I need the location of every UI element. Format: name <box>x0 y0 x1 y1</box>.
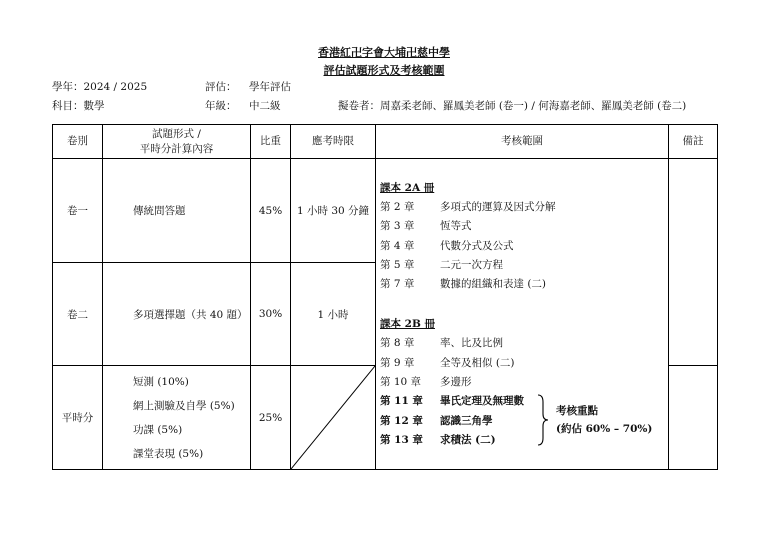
diagonal-line <box>291 366 375 469</box>
chapter-name: 全等及相似 (二) <box>440 356 515 369</box>
paper-1-label: 卷一 <box>53 159 103 263</box>
remarks-cell <box>669 159 718 366</box>
coursework-item: 課堂表現 (5%) <box>133 447 204 460</box>
header-weight: 比重 <box>251 125 291 159</box>
header-format-line1: 試題形式 / <box>152 127 201 140</box>
chapter-name: 畢氏定理及無理數 <box>440 395 524 408</box>
header-format <box>103 125 251 159</box>
school-name: 香港紅卍字會大埔卍慈中學 <box>318 46 450 59</box>
paper-2-weight: 30% <box>251 263 291 366</box>
chapter-row <box>380 217 670 236</box>
focus-note <box>556 402 652 438</box>
coursework-item: 短測 (10%) <box>133 375 189 388</box>
paper-1-format: 傳統問答題 <box>103 159 251 263</box>
coursework-label: 平時分 <box>53 366 103 470</box>
school-year: 學年：2024 / 2025 <box>52 81 148 93</box>
paper-2-label: 卷二 <box>53 263 103 366</box>
chapter-name: 認識三角學 <box>440 414 493 427</box>
coursework-time-na <box>291 366 376 470</box>
chapter-row <box>380 256 670 275</box>
paper-1-weight: 45% <box>251 159 291 263</box>
header-remarks: 備註 <box>669 125 718 159</box>
chapter-number: 第 10 章 <box>380 376 422 389</box>
chapter-name: 多項式的運算及因式分解 <box>440 201 556 213</box>
chapter-number: 第 12 章 <box>380 414 423 427</box>
remarks-cell-coursework <box>669 366 718 470</box>
assessment-label: 評估： <box>205 81 237 93</box>
chapter-number: 第 11 章 <box>380 395 423 408</box>
book-2b-title: 課本 2B 冊 <box>380 318 435 331</box>
chapter-number: 第 2 章 <box>380 201 415 213</box>
book-2a-title: 課本 2A 冊 <box>380 182 435 194</box>
paper-2-time: 1 小時 <box>291 263 376 366</box>
grade-label: 年級： <box>205 100 237 112</box>
chapter-number: 第 4 章 <box>380 239 415 252</box>
chapter-row <box>380 275 670 294</box>
chapter-number: 第 13 章 <box>380 433 423 446</box>
assessment-value: 學年評估 <box>249 81 291 93</box>
chapter-row <box>380 198 670 217</box>
chapter-number: 第 9 章 <box>380 356 415 369</box>
header-time: 應考時限 <box>291 125 376 159</box>
chapter-name: 多邊形 <box>440 376 472 389</box>
chapter-number: 第 3 章 <box>380 220 415 233</box>
focus-percentage: (約佔 60% – 70%) <box>556 423 653 435</box>
setters: 擬卷者：周嘉柔老師、羅鳳美老師 (卷一) / 何海嘉老師、羅鳳美老師 (卷二) <box>338 100 687 112</box>
chapter-name: 二元一次方程 <box>440 258 503 271</box>
subject: 科目：數學 <box>52 100 105 112</box>
header-scope: 考核範圍 <box>376 125 669 159</box>
grade-value: 中二級 <box>249 100 281 112</box>
focus-title: 考核重點 <box>556 405 598 417</box>
header-format-line2: 平時分計算內容 <box>139 142 214 155</box>
chapter-name: 代數分式及公式 <box>440 239 514 252</box>
chapter-number: 第 5 章 <box>380 258 415 271</box>
paper-2-format: 多項選擇題（共 40 題） <box>103 263 251 366</box>
chapter-name: 恆等式 <box>440 220 472 233</box>
header-paper: 卷別 <box>53 125 103 159</box>
coursework-item: 功課 (5%) <box>133 423 183 436</box>
chapter-name: 率、比及比例 <box>440 337 503 350</box>
coursework-items <box>103 366 251 470</box>
paper-1-time: 1 小時 30 分鐘 <box>291 159 376 263</box>
chapter-row <box>380 334 670 353</box>
coursework-item: 網上測驗及自學 (5%) <box>133 399 235 412</box>
chapter-number: 第 8 章 <box>380 337 415 350</box>
chapter-row <box>380 373 670 392</box>
right-brace-icon <box>536 394 550 446</box>
coursework-weight: 25% <box>251 366 291 470</box>
chapter-number: 第 7 章 <box>380 278 415 291</box>
chapter-name: 數據的組織和表達 (二) <box>440 278 547 291</box>
document-subtitle: 評估試題形式及考核範圍 <box>323 64 445 77</box>
chapter-row <box>380 237 670 256</box>
chapter-row <box>380 354 670 373</box>
chapter-name: 求積法 (二) <box>440 433 496 446</box>
